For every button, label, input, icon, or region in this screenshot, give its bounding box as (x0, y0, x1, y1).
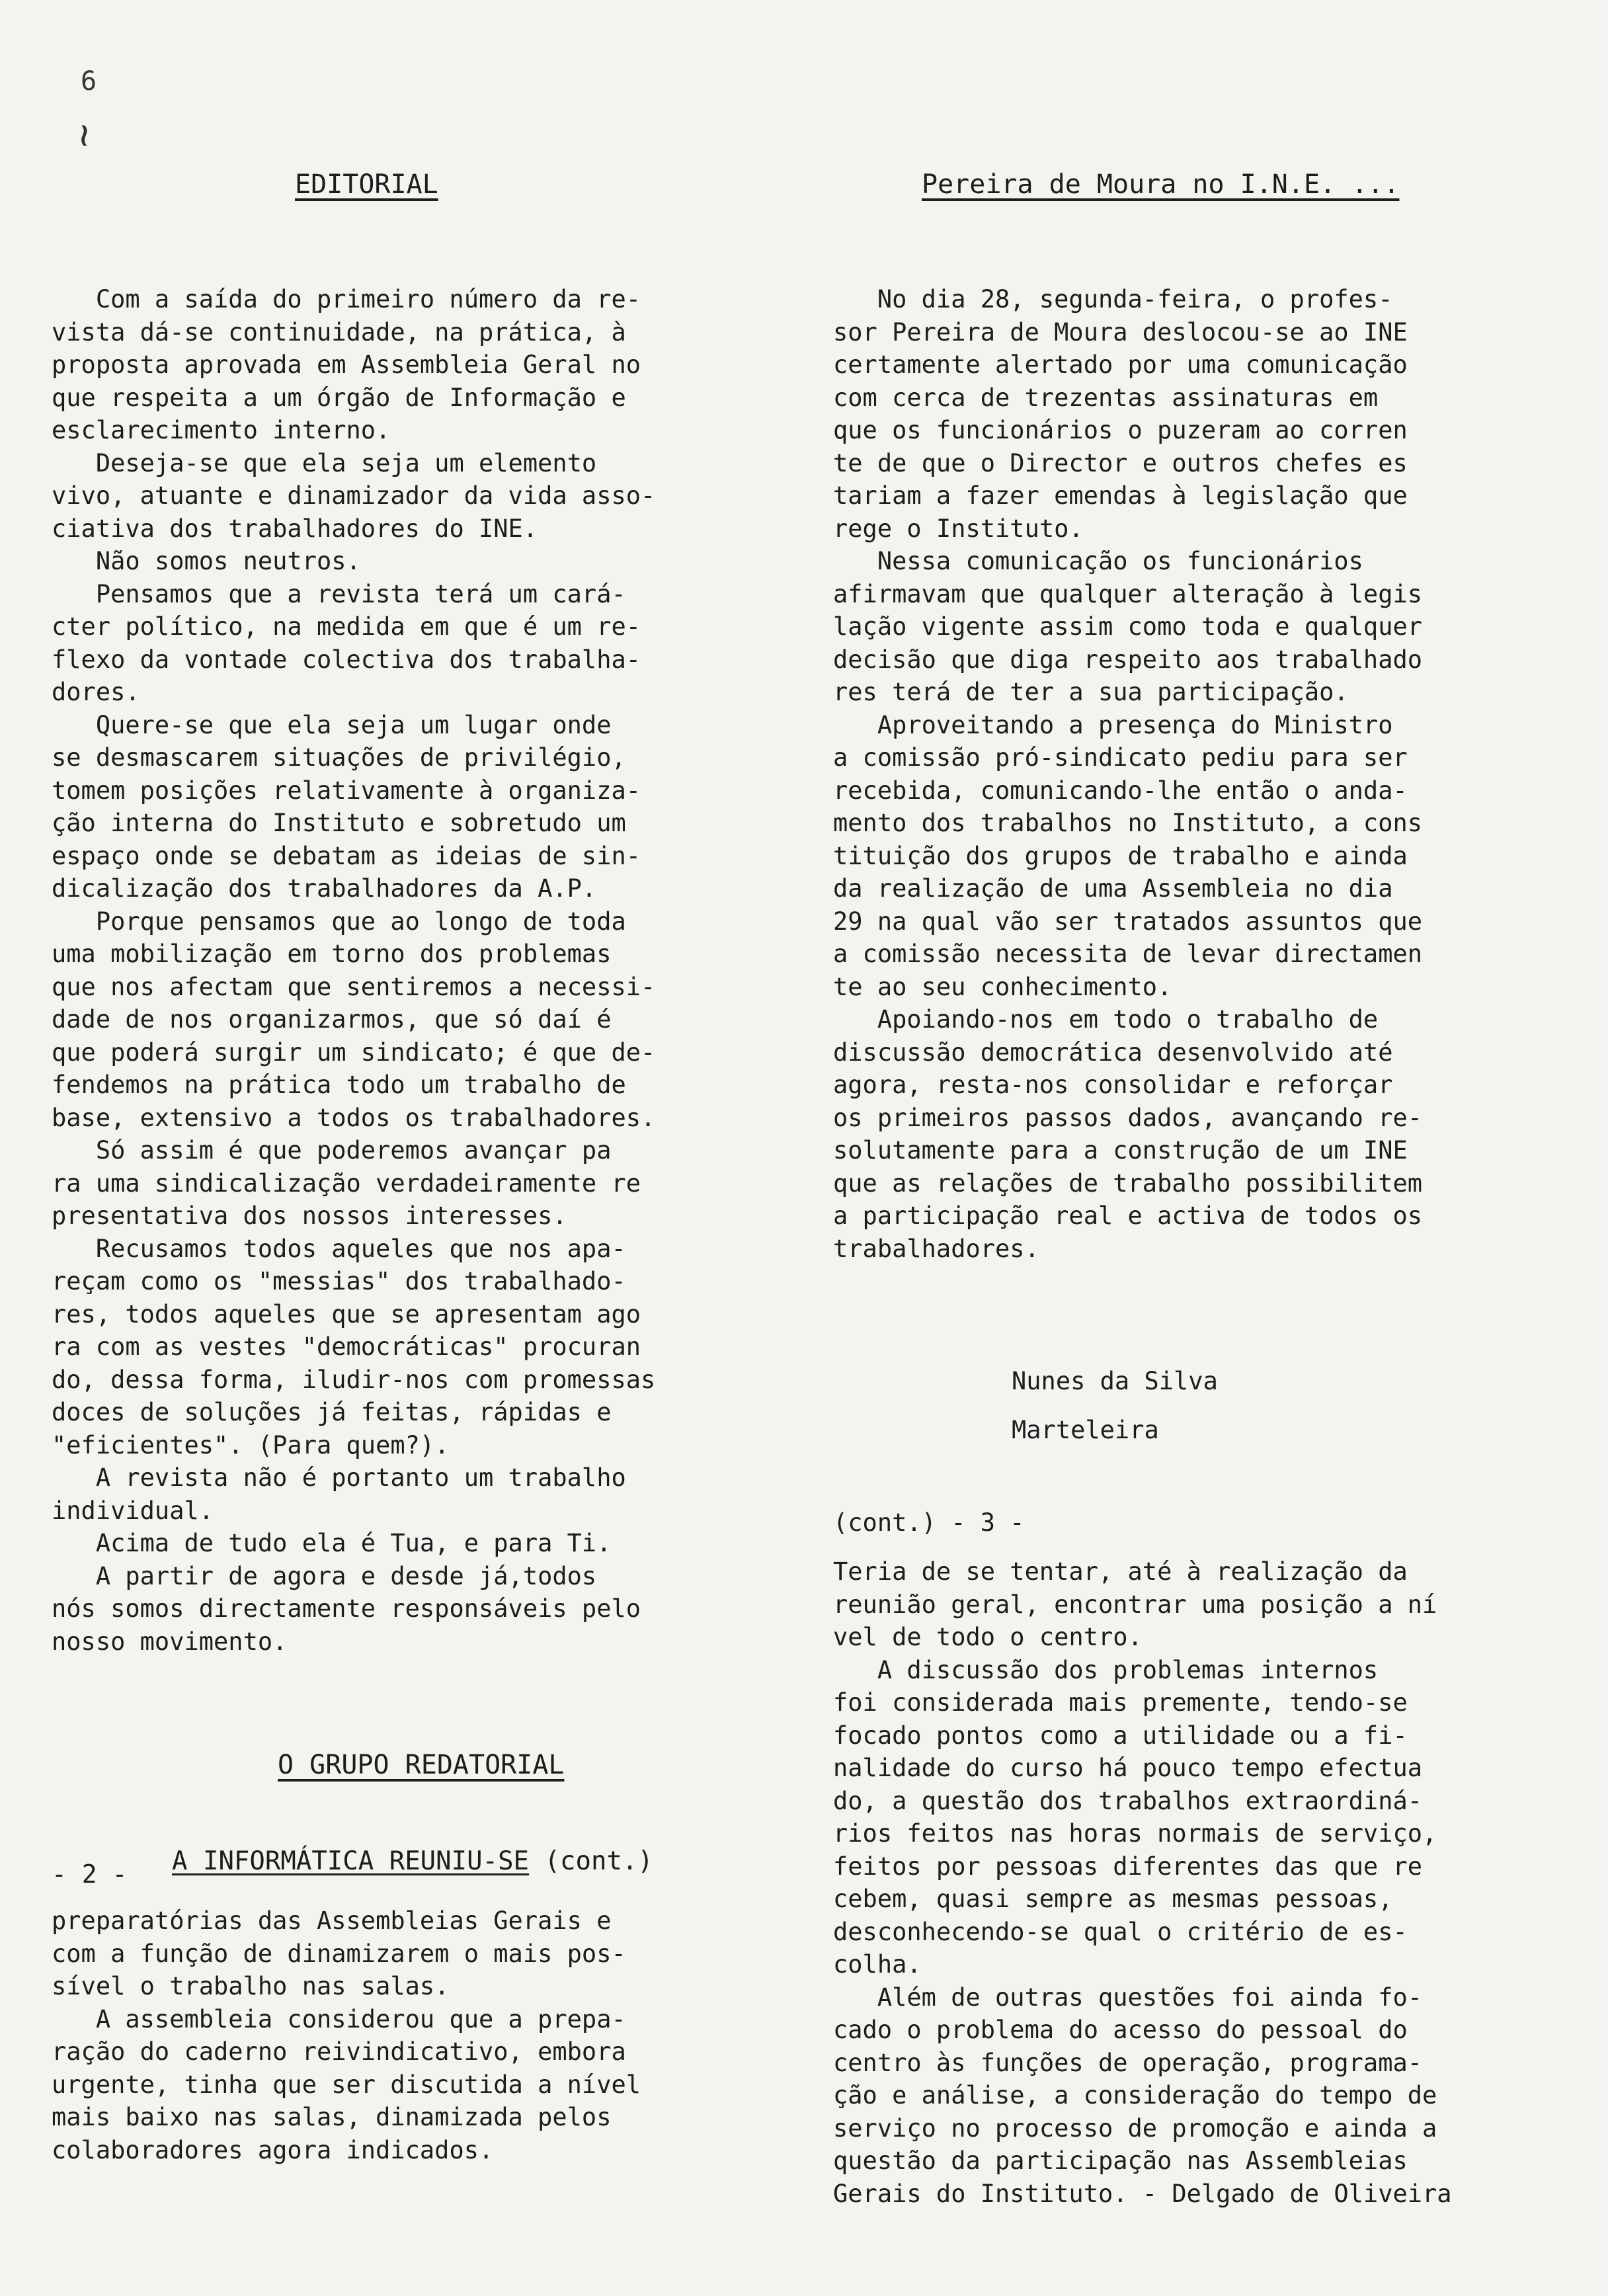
text-line: presentativa dos nossos interesses. (52, 1202, 567, 1230)
text-line: cado o problema do acesso do pessoal do (833, 2016, 1408, 2044)
text-line: dade de nos organizarmos, que só daí é (52, 1005, 612, 1034)
text-line: Porque pensamos que ao longo de toda (52, 907, 626, 936)
text-line: flexo da vontade colectiva dos trabalha- (52, 645, 641, 674)
text-line: colaboradores agora indicados. (52, 2135, 494, 2164)
informatica-body (52, 1905, 641, 2166)
text-line: dores. (52, 678, 140, 706)
text-line: dicalização dos trabalhadores da A.P. (52, 874, 597, 903)
text-line: res, todos aqueles que se apresentam ago (52, 1299, 641, 1329)
text-line: do, a questão dos trabalhos extraordiná- (833, 1786, 1423, 1815)
text-line: tituição dos grupos de trabalho e ainda (833, 841, 1408, 870)
text-line: espaço onde se debatam as ideias de sin- (52, 841, 641, 870)
text-line: vivo, atuante e dinamizador da vida asso- (52, 481, 656, 510)
pereira-heading: Pereira de Moura no I.N.E. ... (922, 169, 1400, 200)
text-line: ra com as vestes "democráticas" procuran (52, 1332, 641, 1361)
text-line: rios feitos nas horas normais de serviço, (833, 1819, 1437, 1848)
text-line: tariam a fazer emendas à legislação que (833, 481, 1408, 510)
text-line: sível o trabalho nas salas. (52, 1972, 450, 2000)
text-line: Teria de se tentar, até à realização da (833, 1557, 1408, 1586)
text-line: agora, resta-nos consolidar e reforçar (833, 1071, 1393, 1099)
text-line: feitos por pessoas diferentes das que re (833, 1852, 1423, 1881)
text-line: certamente alertado por uma comunicação (833, 350, 1408, 379)
informatica-heading-suffix: (cont.) (529, 1846, 653, 1876)
text-line: a comissão necessita de levar directamen (833, 940, 1423, 968)
text-line: Além de outras questões foi ainda fo- (833, 1983, 1423, 2012)
text-line: tomem posições relativamente à organiza- (52, 776, 641, 805)
text-line: nosso movimento. (52, 1627, 288, 1656)
text-line: A assembleia considerou que a prepa- (52, 2004, 626, 2033)
author-marteleira: Marteleira (1012, 1416, 1159, 1444)
text-line: A revista não é portanto um trabalho (52, 1463, 626, 1492)
text-line: a participação real e activa de todos os (833, 1202, 1423, 1230)
text-line: base, extensivo a todos os trabalhadores. (52, 1103, 656, 1132)
text-line: ração do caderno reivindicativo, embora (52, 2037, 626, 2066)
text-line: reçam como os "messias" dos trabalhado- (52, 1267, 626, 1295)
text-line: afirmavam que qualquer alteração à legis (833, 579, 1423, 608)
text-line: que respeita a um órgão de Informação e (52, 383, 626, 412)
text-line: Pensamos que a revista terá um cará- (52, 579, 626, 608)
informatica-heading: A INFORMÁTICA REUNIU-SE (172, 1846, 530, 1876)
text-line: res terá de ter a sua participação. (833, 678, 1349, 706)
text-line: serviço no processo de promoção e ainda a (833, 2113, 1437, 2143)
text-line: Apoiando-nos em todo o trabalho de (833, 1005, 1379, 1034)
text-line: Não somos neutros. (52, 547, 361, 575)
text-line: do, dessa forma, iludir-nos com promessas (52, 1365, 656, 1394)
text-line: ra uma sindicalização verdadeiramente re (52, 1168, 641, 1198)
text-line: solutamente para a construção de um INE (833, 1136, 1408, 1165)
text-line: rege o Instituto. (833, 514, 1084, 543)
continuation-body (833, 1555, 1452, 2210)
text-line: cebem, quasi sempre as mesmas pessoas, (833, 1885, 1393, 1913)
editorial-body (52, 283, 655, 1658)
text-line: ciativa dos trabalhadores do INE. (52, 514, 538, 543)
text-line: Só assim é que poderemos avançar pa (52, 1136, 612, 1165)
text-line: Nessa comunicação os funcionários (833, 547, 1363, 575)
text-line: mento dos trabalhos no Instituto, a cons (833, 809, 1423, 837)
text-line: individual. (52, 1496, 214, 1525)
text-line: decisão que diga respeito aos trabalhado (833, 645, 1423, 674)
text-line: doces de soluções já feitas, rápidas e (52, 1398, 612, 1426)
text-line: que as relações de trabalho possibilitem (833, 1168, 1423, 1198)
text-line: preparatórias das Assembleias Gerais e (52, 1906, 612, 1935)
text-line: reunião geral, encontrar uma posição a ní (833, 1590, 1437, 1619)
text-line: uma mobilização em torno dos problemas (52, 940, 612, 968)
text-line: nalidade do curso há pouco tempo efectua (833, 1754, 1423, 1782)
text-line: se desmascarem situações de privilégio, (52, 743, 626, 772)
text-line: lação vigente assim como toda e qualquer (833, 612, 1423, 641)
cont-label-3: (cont.) - 3 - (833, 1508, 1025, 1537)
text-line: cter político, na medida em que é um re- (52, 612, 641, 641)
informatica-heading-line (172, 1845, 653, 1878)
page-number-2: - 2 - (52, 1860, 128, 1889)
text-line: colha. (833, 1950, 922, 1979)
text-line: da realização de uma Assembleia no dia (833, 874, 1393, 903)
text-line: Acima de tudo ela é Tua, e para Ti. (52, 1529, 612, 1557)
text-line: com cerca de trezentas assinaturas em (833, 383, 1379, 412)
text-line: focado pontos como a utilidade ou a fi- (833, 1721, 1408, 1750)
text-line: Gerais do Instituto. - Delgado de Oliveira (833, 2179, 1452, 2208)
page-mark-top: 6 (81, 66, 97, 97)
text-line: Aproveitando a presença do Ministro (833, 710, 1393, 739)
text-line: te ao seu conhecimento. (833, 972, 1172, 1001)
text-line: A discussão dos problemas internos (833, 1655, 1379, 1684)
editorial-signature: O GRUPO REDATORIAL (278, 1750, 565, 1780)
text-line: com a função de dinamizarem o mais pos- (52, 1939, 626, 1968)
text-line: sor Pereira de Moura deslocou-se ao INE (833, 317, 1408, 347)
text-line: urgente, tinha que ser discutida a nível (52, 2070, 641, 2099)
text-line: ção interna do Instituto e sobretudo um (52, 809, 626, 837)
text-line: que os funcionários o puzeram ao corren (833, 416, 1408, 444)
text-line: que poderá surgir um sindicato; é que de- (52, 1038, 656, 1067)
text-line: foi considerada mais premente, tendo-se (833, 1688, 1408, 1717)
text-line: centro às funções de operação, programa- (833, 2048, 1423, 2077)
text-line: discussão democrática desenvolvido até (833, 1038, 1393, 1067)
text-line: desconhecendo-se qual o critério de es- (833, 1917, 1408, 1946)
text-line: A partir de agora e desde já,todos (52, 1561, 597, 1590)
text-line: "eficientes". (Para quem?). (52, 1430, 450, 1459)
text-line: proposta aprovada em Assembleia Geral no (52, 350, 641, 379)
text-line: nós somos directamente responsáveis pelo (52, 1594, 641, 1623)
text-line: No dia 28, segunda-feira, o profes- (833, 285, 1393, 313)
pereira-article-body (833, 283, 1422, 1265)
text-line: trabalhadores. (833, 1234, 1039, 1263)
text-line: a comissão pró-sindicato pediu para ser (833, 743, 1408, 772)
text-line: Recusamos todos aqueles que nos apa- (52, 1234, 626, 1263)
text-line: ção e análise, a consideração do tempo de (833, 2081, 1437, 2110)
text-line: questão da participação nas Assembleias (833, 2147, 1408, 2175)
text-line: 29 na qual vão ser tratados assuntos que (833, 907, 1423, 936)
text-line: mais baixo nas salas, dinamizada pelos (52, 2103, 612, 2131)
text-line: Com a saída do primeiro número da re- (52, 285, 641, 313)
text-line: esclarecimento interno. (52, 416, 391, 444)
page-mark-scribble: ~ (60, 123, 107, 148)
text-line: fendemos na prática todo um trabalho de (52, 1071, 626, 1099)
text-line: vista dá-se continuidade, na prática, à (52, 317, 626, 347)
text-line: os primeiros passos dados, avançando re- (833, 1103, 1423, 1132)
author-nunes-da-silva: Nunes da Silva (1012, 1367, 1218, 1395)
text-line: que nos afectam que sentiremos a necessi- (52, 972, 656, 1001)
text-line: recebida, comunicando-lhe então o anda- (833, 776, 1408, 805)
text-line: vel de todo o centro. (833, 1623, 1143, 1651)
text-line: te de que o Director e outros chefes es (833, 448, 1408, 477)
editorial-heading: EDITORIAL (295, 169, 438, 200)
text-line: Quere-se que ela seja um lugar onde (52, 710, 612, 739)
text-line: Deseja-se que ela seja um elemento (52, 448, 597, 477)
